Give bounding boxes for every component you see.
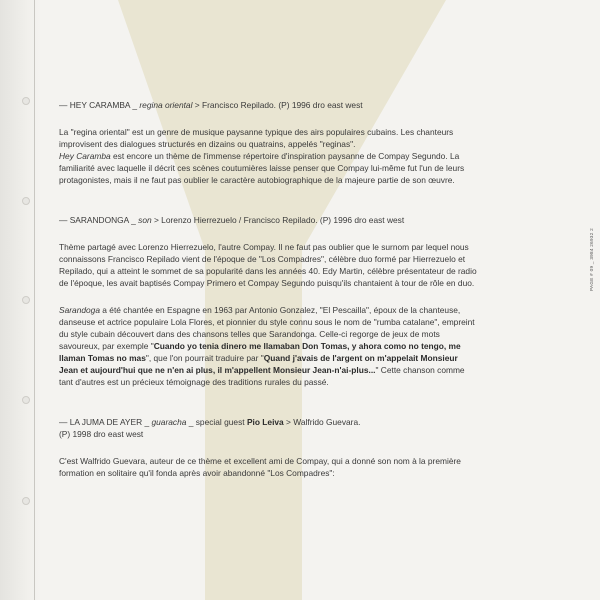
- separator: _: [142, 417, 152, 427]
- track-credits: > Francisco Repilado. (P) 1996 dro east west: [192, 100, 363, 110]
- italic-title: Sarandoga: [59, 305, 100, 315]
- separator: _: [128, 215, 139, 225]
- dash: —: [59, 100, 70, 110]
- track-genre: guaracha: [151, 417, 187, 427]
- binding-hole: [22, 97, 30, 105]
- track-title: LA JUMA DE AYER: [69, 417, 143, 427]
- text-run: est encore un thème de l'immense répertoire d'inspiration paysanne de Compay Segundo. La familiarité avec laquelle il décrit ces scènes coutumières laisse penser que Compay lui-même fut l'un de leurs protagonistes, mais il ne faut pas oublier le caractère autobiographique de la majeure partie de son œuvre.: [59, 151, 465, 185]
- track-header-sarandonga: [59, 214, 479, 226]
- italic-title: Hey Caramba: [59, 151, 111, 161]
- binding-hole: [22, 197, 30, 205]
- page-code: PAGE # 09 _ 3984 26932 2: [589, 227, 595, 292]
- spine-fold-line: [34, 0, 35, 600]
- track-title: HEY CARAMBA: [69, 100, 131, 110]
- dash: —: [59, 417, 70, 427]
- bold-quote-spanish: Cuando yo tenia dinero me llamaban Don Tomas, y ahora como no tengo, me llaman Tomas no mas: [59, 341, 461, 363]
- paragraph-hey-caramba: [59, 126, 479, 186]
- track-header-hey-caramba: [59, 99, 479, 111]
- binding-hole: [22, 296, 30, 304]
- text-run: ", que l'on pourrait traduire par ": [145, 353, 264, 363]
- track-genre: son: [138, 215, 152, 225]
- track-header-la-juma-de-ayer: [59, 416, 479, 440]
- dash: —: [59, 215, 70, 225]
- track-copyright: (P) 1998 dro east west: [59, 429, 144, 439]
- bold-quote-french: Quand j'avais de l'argent on m'appelait Monsieur Jean et aujourd'hui que ne n'en ai plus, il m'appellent Monsieur Jean-n'ai-plus...: [59, 353, 458, 375]
- track-credits: > Walfrido Guevara.: [283, 417, 361, 427]
- track-genre: regina oriental: [139, 100, 193, 110]
- paragraph-sarandonga-1: Thème partagé avec Lorenzo Hierrezuelo, l'autre Compay. Il ne faut pas oublier que le surnom par lequel nous connaissons Francisco Repilado vient de l'époque de "Los Compadres", célèbre duo formé par Hierrezuelo et Repilado, qui a atteint le sommet de sa popularité dans les années 40. Edy Martin, célèbre présentateur de radio de l'époque, les avait baptisés Compay Primero et Compay Segundo puisqu'ils chantaient à tour de rôle en duo.: [59, 242, 477, 288]
- track-title: SARANDONGA: [69, 215, 129, 225]
- booklet-text: [59, 99, 479, 494]
- text-run: a été chantée en Espagne en 1963 par Antonio Gonzalez, "El Pescailla", époux de la chanteuse, danseuse et actrice populaire Lola Flores, et pionnier du style connu sous le nom de "rumba catalane", empreint du style cubain découvert dans des chansons telles que Sarandonga. Celle-ci regorge de jeux de mots savoureux, par exemple ": [59, 305, 475, 351]
- text-run: " Cette chanson comme tant d'autres est un précieux témoignage des traditions rurales du passé.: [59, 365, 465, 387]
- track-credits: > Lorenzo Hierrezuelo / Francisco Repilado. (P) 1996 dro east west: [151, 215, 405, 225]
- guest-prefix: _ special guest: [186, 417, 247, 427]
- separator: _: [130, 100, 140, 110]
- text-run: La "regina oriental" est un genre de musique paysanne typique des airs populaires cubains. Les chanteurs improvisent des dialogues structurés en dizains ou quatrains, appelés "reginas".: [59, 127, 454, 149]
- paragraph-la-juma: C'est Walfrido Guevara, auteur de ce thème et excellent ami de Compay, qui a donné son nom à la première formation en solitaire qu'il fonda après avoir abandonné "Los Compadres":: [59, 456, 461, 478]
- paragraph-sarandonga-2: [59, 304, 479, 388]
- binding-hole: [22, 396, 30, 404]
- binding-hole: [22, 497, 30, 505]
- guest-name: Pio Leiva: [246, 417, 284, 427]
